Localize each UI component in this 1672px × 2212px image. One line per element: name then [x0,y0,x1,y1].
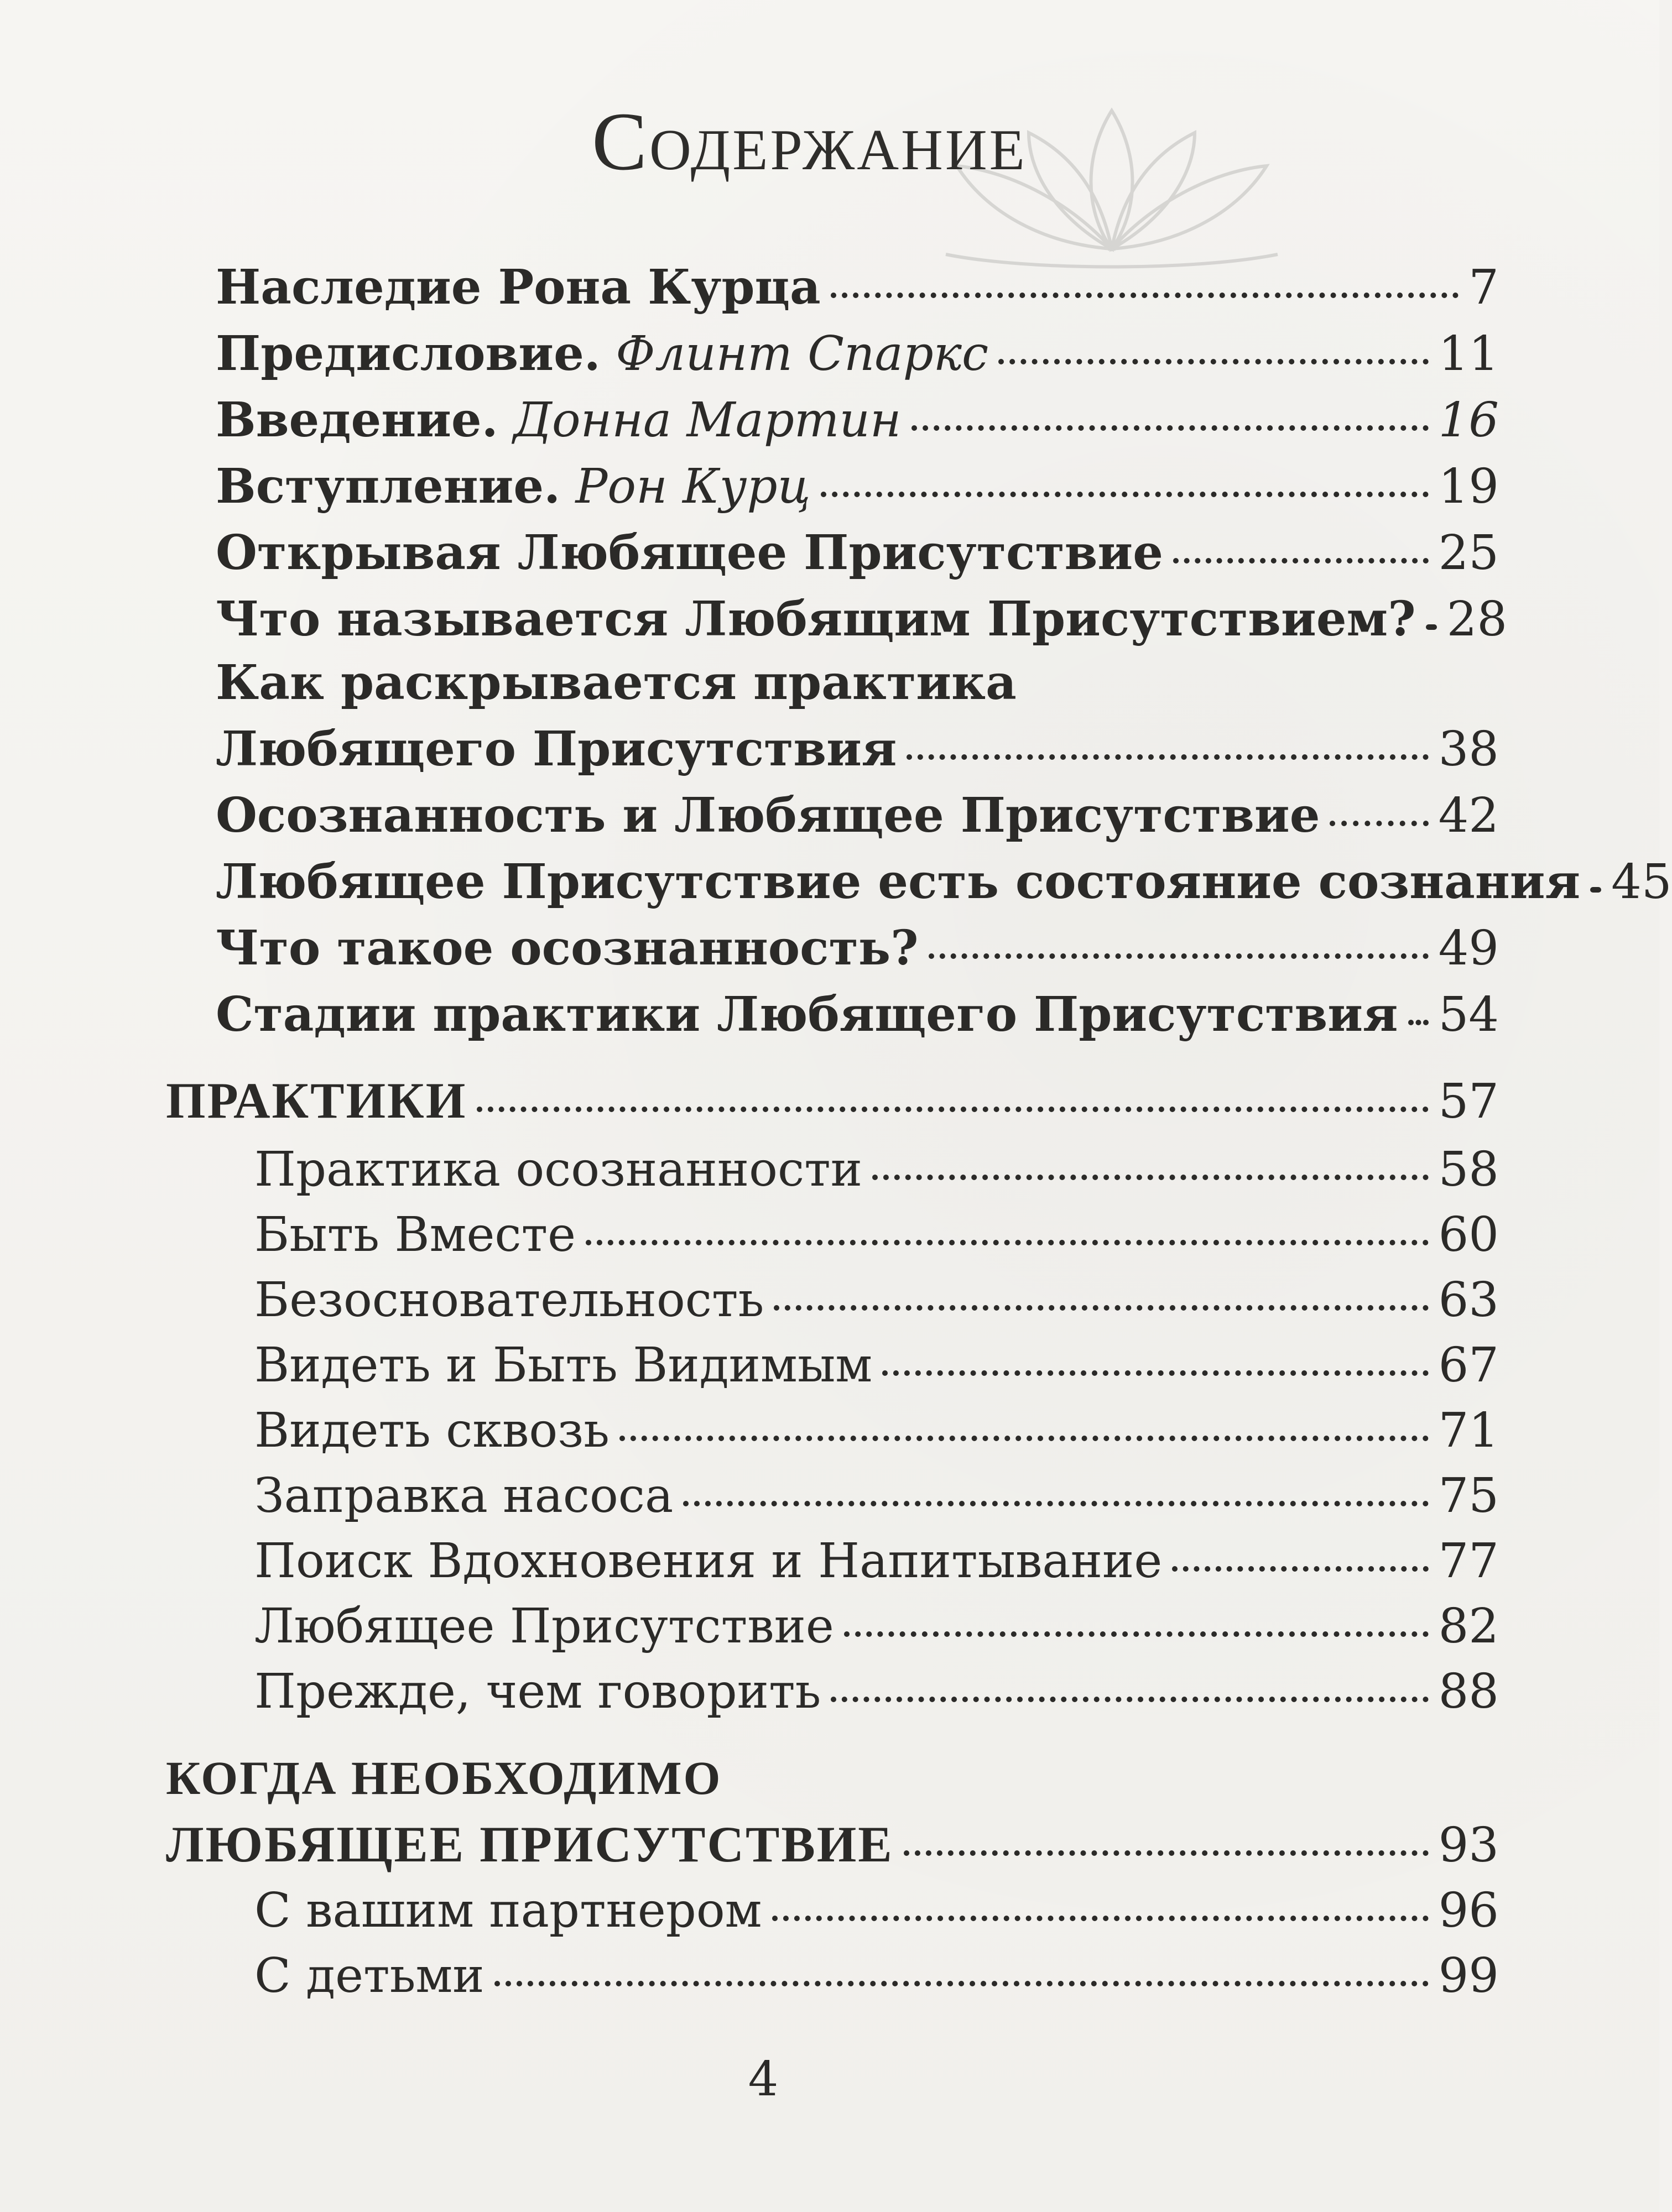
toc-subentry [254,1465,1499,1526]
entry-page-number: 75 [1438,1468,1499,1524]
entry-title: С вашим партнером [254,1883,762,1938]
toc-entry [216,918,1499,979]
entry-title: Любящее Присутствие есть состояние сознания [216,854,1581,910]
entry-page-number: 45 [1611,854,1672,910]
entry-title: Открывая Любящее Присутствие [216,525,1163,581]
entry-page-number: 60 [1438,1207,1499,1262]
entry-title: Видеть сквозь [254,1403,610,1458]
dot-leader [821,492,1429,497]
entry-title: Практика осознанности [254,1142,863,1197]
dot-leader [494,1981,1429,1986]
toc-entry [216,589,1508,650]
entry-title: Любящее Присутствие [254,1599,834,1654]
entry-title: Что называется Любящим Присутствием? [216,591,1416,647]
entry-page-number: 19 [1438,459,1499,514]
page-number: 4 [748,2052,779,2107]
entry-page-number: 88 [1438,1664,1499,1719]
toc-subentry [254,1204,1499,1265]
entry-title: Вступление. [216,458,561,514]
entry-page-number: 67 [1438,1338,1499,1393]
toc-subentry [254,1531,1499,1592]
entry-page-number: 77 [1438,1533,1499,1589]
toc-entry [216,785,1499,846]
entry-title-line1: Как раскрывается практика [216,655,1017,711]
entry-title: Быть Вместе [254,1207,576,1262]
entry-title: С детьми [254,1948,485,2004]
entry-page-number: 38 [1438,722,1499,777]
toc-entry [216,257,1499,318]
dot-leader [1172,1566,1428,1572]
dot-leader [774,1305,1428,1311]
entry-page-number: 28 [1446,592,1508,647]
toc-subentry [254,1400,1499,1461]
dot-leader [1173,558,1429,564]
toc-entry [216,324,1499,384]
entry-page-number: 82 [1438,1599,1499,1654]
dot-leader [772,1916,1429,1921]
entry-author: Донна Мартин [513,393,902,448]
toc-subentry [254,1596,1499,1657]
toc-subentry [254,1945,1499,2006]
toc-entry [216,523,1499,583]
entry-page-number: 49 [1438,921,1499,976]
entry-title: Любящего Присутствия [216,721,897,777]
entry-page-number: 93 [1438,1818,1499,1873]
entry-page-number: 57 [1438,1074,1499,1129]
entry-page-number: 54 [1438,987,1499,1042]
section-title: ЛЮБЯЩЕЕ ПРИСУТСТВИЕ [166,1816,894,1872]
toc-entry [216,984,1499,1045]
dot-leader [1426,624,1437,630]
entry-author: Флинт Спаркс [616,326,989,382]
entry-title: Заправка насоса [254,1468,674,1524]
section-heading-practices [166,1070,1499,1131]
entry-title: Наследие Рона Курца [216,259,821,315]
entry-page-number: 58 [1438,1142,1499,1197]
section-title: ПРАКТИКИ [166,1072,467,1129]
entry-title: Видеть и Быть Видимым [254,1338,873,1393]
dot-leader [683,1501,1428,1506]
dot-leader [1590,887,1601,893]
page-title: Содержание [592,96,1027,187]
dot-leader [477,1107,1428,1112]
toc-entry [216,719,1499,780]
dot-leader [911,425,1429,431]
entry-page-number: 99 [1438,1948,1499,2004]
dot-leader [998,359,1428,364]
toc-subentry [254,1139,1499,1200]
entry-title: Введение. [216,392,498,448]
entry-title: Предисловие. [216,326,601,382]
dot-leader [1408,1020,1429,1025]
entry-title: Прежде, чем говорить [254,1664,821,1719]
section-heading-when-needed [166,1814,1499,1875]
entry-page-number: 16 [1438,393,1499,448]
entry-title: Стадии практики Любящего Присутствия [216,987,1398,1042]
entry-page-number: 63 [1438,1272,1499,1328]
toc-entry [216,852,1672,912]
dot-leader [831,1697,1428,1702]
entry-page-number: 11 [1438,326,1499,382]
toc-subentry [254,1335,1499,1396]
toc-entry [216,456,1499,517]
entry-page-number: 42 [1438,788,1499,843]
entry-page-number: 7 [1468,260,1499,315]
entry-title: Осознанность и Любящее Присутствие [216,787,1320,843]
dot-leader [831,293,1459,298]
dot-leader [844,1631,1429,1637]
entry-author: Рон Курц [575,459,811,514]
entry-page-number: 96 [1438,1883,1499,1938]
entry-page-number: 71 [1438,1403,1499,1458]
dot-leader [872,1175,1429,1180]
entry-page-number: 25 [1438,525,1499,581]
toc-subentry [254,1880,1499,1941]
toc-subentry [254,1270,1499,1331]
dot-leader [882,1370,1428,1376]
dot-leader [619,1436,1429,1441]
section-title-line1: КОГДА НЕОБХОДИМО [166,1751,722,1804]
dot-leader [907,754,1428,760]
entry-title: Поиск Вдохновения и Напитывание [254,1533,1163,1589]
dot-leader [586,1240,1429,1245]
dot-leader [904,1850,1429,1856]
dot-leader [929,953,1429,959]
dot-leader [1330,821,1428,826]
toc-entry [216,390,1499,451]
entry-title: Что такое осознанность? [216,920,919,976]
entry-title: Безосновательность [254,1272,764,1328]
toc-subentry [254,1661,1499,1722]
